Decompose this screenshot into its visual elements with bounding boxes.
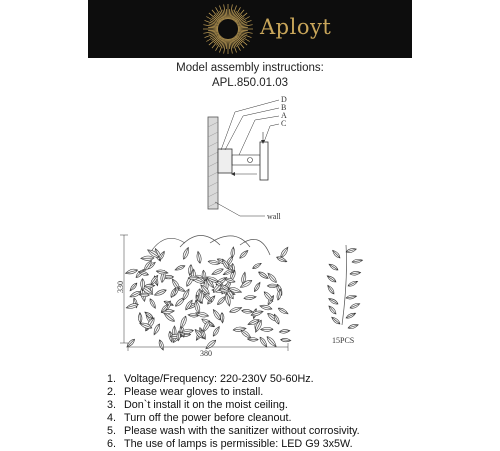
instruction-item: 6. The use of lamps is permissible: LED G9 3x5W. <box>107 438 353 450</box>
leaf-shape <box>346 247 357 253</box>
label-c: C <box>281 119 287 128</box>
pieces-label: 15PCS <box>332 336 355 345</box>
mounting-bracket <box>218 149 232 173</box>
instruction-item: 2. Please wear gloves to install. <box>107 386 264 398</box>
leaf-shape <box>277 307 289 316</box>
leaf-shape <box>212 325 221 337</box>
leaf-shape <box>176 330 180 341</box>
leaf-shape <box>253 281 262 292</box>
leaf-shape <box>331 249 341 259</box>
instruction-list <box>107 373 360 451</box>
canopy <box>260 142 268 180</box>
label-wall: wall <box>267 212 281 221</box>
leaf-shape <box>328 263 339 272</box>
sunburst-icon <box>202 3 254 55</box>
leaf-shape <box>152 323 161 336</box>
leaf-shape <box>345 312 356 320</box>
leaf-shape <box>326 284 335 295</box>
leaf-shape <box>141 256 154 261</box>
leaf-shape <box>182 247 191 261</box>
leaf-shape <box>196 251 202 264</box>
leaf-shape <box>349 302 360 310</box>
leaf-shape <box>260 327 273 331</box>
wall-plate <box>208 117 218 209</box>
document-title: Model assembly instructions: <box>176 62 324 74</box>
leaf-shape <box>229 305 243 314</box>
leaf-shape <box>331 316 342 326</box>
instruction-item: 5. Please wash with the sanitizer without corrosivity. <box>107 425 360 437</box>
dimension-height: 330 <box>116 281 125 293</box>
leaf-shape <box>350 271 361 276</box>
leaf-shape <box>279 246 290 259</box>
dimension-width: 380 <box>200 349 212 358</box>
leaf-shape <box>347 323 358 330</box>
leaf-shape <box>230 247 235 258</box>
leaf-shape <box>257 270 269 280</box>
leaf-shape <box>259 304 272 311</box>
wall-mount-diagram <box>195 92 310 222</box>
leaf-branch-diagram <box>318 240 374 348</box>
leaf-shape <box>240 329 253 340</box>
leaf-shape <box>279 329 290 334</box>
instruction-item: 1. Voltage/Frequency: 220-230V 50-60Hz. <box>107 373 314 385</box>
leaf-shape <box>265 335 278 348</box>
brand-name: Aployt <box>260 15 332 39</box>
leaf-cluster <box>125 246 291 351</box>
leaf-shape <box>328 297 339 306</box>
leaf-shape <box>328 305 338 315</box>
leaf-shape <box>244 295 257 301</box>
leaf-shape <box>148 298 157 309</box>
leaf-shape <box>238 249 249 260</box>
leaf-shape <box>211 267 224 276</box>
leaf-shape <box>326 274 337 283</box>
leaf-shape <box>347 280 358 288</box>
label-a: A <box>281 111 287 120</box>
leaf-shape <box>239 279 253 290</box>
leaf-shape <box>129 282 139 292</box>
brand-banner <box>88 0 412 58</box>
leaf-shape <box>138 312 142 323</box>
leaf-shape <box>156 269 168 275</box>
leaf-shape <box>125 268 138 275</box>
leaf-shape <box>220 312 224 323</box>
label-b: B <box>281 103 287 112</box>
front-view-diagram <box>110 225 305 360</box>
leaf-shape <box>241 309 253 314</box>
instruction-item: 3. Don`t install it on the moist ceiling. <box>107 399 288 411</box>
leaf-shape <box>158 339 165 351</box>
instruction-item: 4. Turn off the power before cleanout. <box>107 412 292 424</box>
leaf-shape <box>211 308 222 321</box>
leaf-shape <box>250 309 264 317</box>
leaf-shape <box>174 264 185 271</box>
leaf-shape <box>154 288 168 297</box>
leaf-shape <box>280 338 291 342</box>
leaf-shape <box>352 258 363 263</box>
label-d: D <box>281 95 287 104</box>
leaf-shape <box>252 262 263 270</box>
model-number: APL.850.01.03 <box>211 77 289 89</box>
leaf-shape <box>346 294 357 299</box>
